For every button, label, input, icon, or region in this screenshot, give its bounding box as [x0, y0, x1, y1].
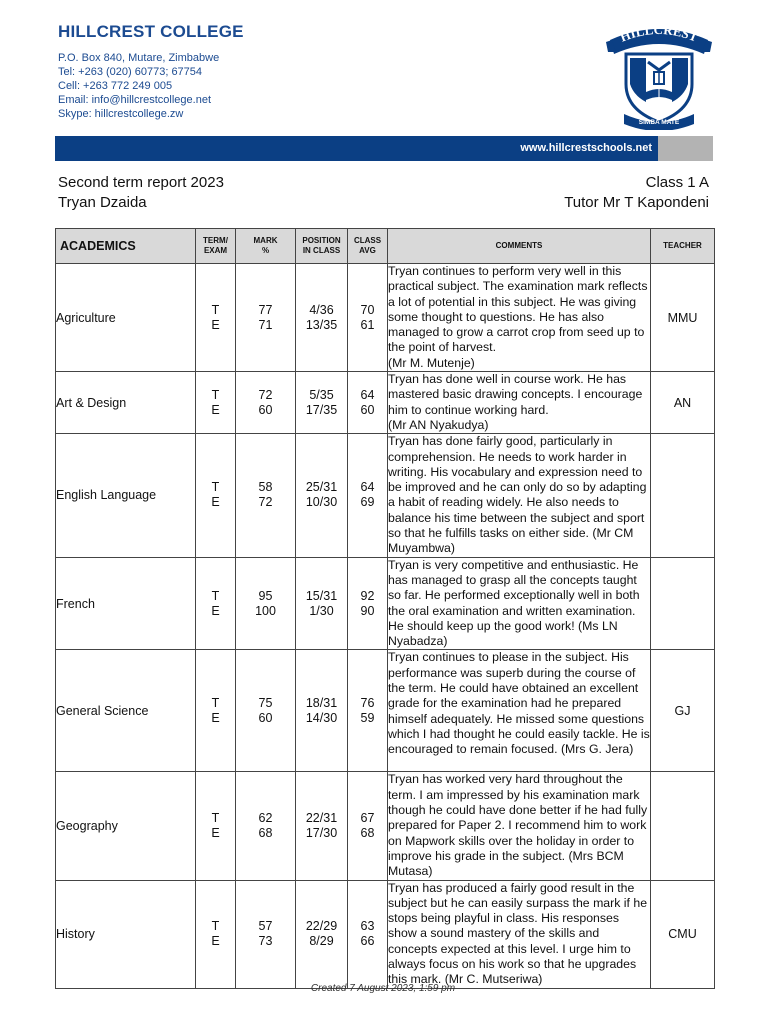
subject-cell: French — [56, 557, 196, 650]
mark-cell: 58 72 — [236, 434, 296, 557]
class-avg-cell: 92 90 — [348, 557, 388, 650]
term-exam-cell: T E — [196, 434, 236, 557]
subject-cell: Art & Design — [56, 372, 196, 434]
mark-cell: 62 68 — [236, 772, 296, 880]
class-avg-header: CLASS AVG — [348, 229, 388, 264]
table-row — [56, 434, 715, 557]
mark-cell: 57 73 — [236, 880, 296, 988]
mark-cell: 95 100 — [236, 557, 296, 650]
website-banner — [55, 136, 658, 161]
report-term: Second term report 2023 — [58, 174, 224, 191]
class-avg-cell: 76 59 — [348, 650, 388, 772]
subject-cell: History — [56, 880, 196, 988]
teacher-header: TEACHER — [651, 229, 715, 264]
tutor-name: Tutor Mr T Kapondeni — [564, 194, 709, 211]
subject-cell: Agriculture — [56, 264, 196, 372]
contact-cell: Cell: +263 772 249 005 — [58, 80, 173, 92]
teacher-cell — [651, 434, 715, 557]
mark-cell: 72 60 — [236, 372, 296, 434]
website-url[interactable]: www.hillcrestschools.net — [520, 142, 652, 154]
mark-header: MARK % — [236, 229, 296, 264]
comment-cell: Tryan continues to please in the subject. His performance was superb during the course of the term. He could have obtained an excellent grade for the examination had he prepared himself adequately. He missed some questions which I had thought he could easily tackle. He is encouraged to remain focused. (Mrs G. Jera) — [388, 650, 651, 772]
term-exam-cell: T E — [196, 650, 236, 772]
contact-email: Email: info@hillcrestcollege.net — [58, 94, 212, 106]
position-cell: 22/29 8/29 — [296, 880, 348, 988]
svg-text:SIMBA MATE: SIMBA MATE — [638, 119, 680, 126]
term-exam-cell: T E — [196, 557, 236, 650]
position-cell: 22/31 17/30 — [296, 772, 348, 880]
subject-cell: English Language — [56, 434, 196, 557]
footer-created: Created 7 August 2023, 1:59 pm — [310, 983, 456, 994]
comment-cell: Tryan has done fairly good, particularly in comprehension. He needs to work harder in writing. His vocabulary and expression need to be improved and he can only do so by adapting a habit of reading widely. He also needs to balance his time between the subject and sport so that he fulfills tasks on either side. (Mr CM Muyambwa) — [388, 434, 651, 557]
academics-header: ACADEMICS — [56, 229, 196, 264]
table-row — [56, 772, 715, 880]
position-cell: 25/31 10/30 — [296, 434, 348, 557]
student-name: Tryan Dzaida — [58, 194, 147, 211]
table-row — [56, 557, 715, 650]
contact-tel: Tel: +263 (020) 60773; 67754 — [58, 66, 203, 78]
contact-block — [58, 51, 219, 121]
position-cell: 18/31 14/30 — [296, 650, 348, 772]
position-cell: 15/31 1/30 — [296, 557, 348, 650]
contact-address: P.O. Box 840, Mutare, Zimbabwe — [58, 52, 220, 64]
position-cell: 4/36 13/35 — [296, 264, 348, 372]
comment-cell: Tryan continues to perform very well in this practical subject. The examination mark reflects a lot of potential in this subject. He was giving some thought to questions. He has also managed to grow a carrot crop from seed up to the point of harvest. (Mr M. Mutenje) — [388, 264, 651, 372]
comments-header: COMMENTS — [388, 229, 651, 264]
svg-text:HILLCREST: HILLCREST — [617, 22, 701, 45]
class-avg-cell: 67 68 — [348, 772, 388, 880]
comment-cell: Tryan is very competitive and enthusiastic. He has managed to grasp all the concepts taught so far. He performed exceptionally well in both the oral examination and written examination. He should keep up the good work! (Ms LN Nyabadza) — [388, 557, 651, 650]
table-row — [56, 650, 715, 772]
teacher-cell: CMU — [651, 880, 715, 988]
position-header: POSITION IN CLASS — [296, 229, 348, 264]
school-name: HILLCREST COLLEGE — [58, 22, 244, 41]
table-row — [56, 880, 715, 988]
class-avg-cell: 70 61 — [348, 264, 388, 372]
table-row — [56, 372, 715, 434]
academics-table — [55, 228, 715, 989]
teacher-cell — [651, 557, 715, 650]
comment-cell: Tryan has done well in course work. He has mastered basic drawing concepts. I encourage him to continue working hard. (Mr AN Nyakudya) — [388, 372, 651, 434]
class-name: Class 1 A — [645, 174, 709, 191]
contact-skype: Skype: hillcrestcollege.zw — [58, 108, 184, 120]
class-avg-cell: 64 69 — [348, 434, 388, 557]
teacher-cell: GJ — [651, 650, 715, 772]
position-cell: 5/35 17/35 — [296, 372, 348, 434]
class-avg-cell: 64 60 — [348, 372, 388, 434]
mark-cell: 77 71 — [236, 264, 296, 372]
comment-cell: Tryan has produced a fairly good result in the subject but he can easily surpass the mark if he stops being playful in class. His responses show a sound mastery of the skills and concepts expected at this level. I urge him to always focus on his work so that he upgrades this mark. (Mr C. Mutseriwa) — [388, 880, 651, 988]
class-avg-cell: 63 66 — [348, 880, 388, 988]
subject-cell: General Science — [56, 650, 196, 772]
teacher-cell: AN — [651, 372, 715, 434]
term-exam-cell: T E — [196, 772, 236, 880]
table-header-row — [56, 229, 715, 264]
term-exam-cell: T E — [196, 880, 236, 988]
table-row — [56, 264, 715, 372]
school-crest-logo — [604, 22, 714, 130]
subject-cell: Geography — [56, 772, 196, 880]
teacher-cell — [651, 772, 715, 880]
term-exam-cell: T E — [196, 372, 236, 434]
banner-grey-block — [658, 136, 713, 161]
comment-cell: Tryan has worked very hard throughout the term. I am impressed by his examination mark though he could have done better if he had fully prepared for Paper 2. I recommend him to work on Mapwork skills over the holiday in order to improve his grade in the subject. (Mrs BCM Mutasa) — [388, 772, 651, 880]
teacher-cell: MMU — [651, 264, 715, 372]
term-exam-header: TERM/ EXAM — [196, 229, 236, 264]
term-exam-cell: T E — [196, 264, 236, 372]
mark-cell: 75 60 — [236, 650, 296, 772]
